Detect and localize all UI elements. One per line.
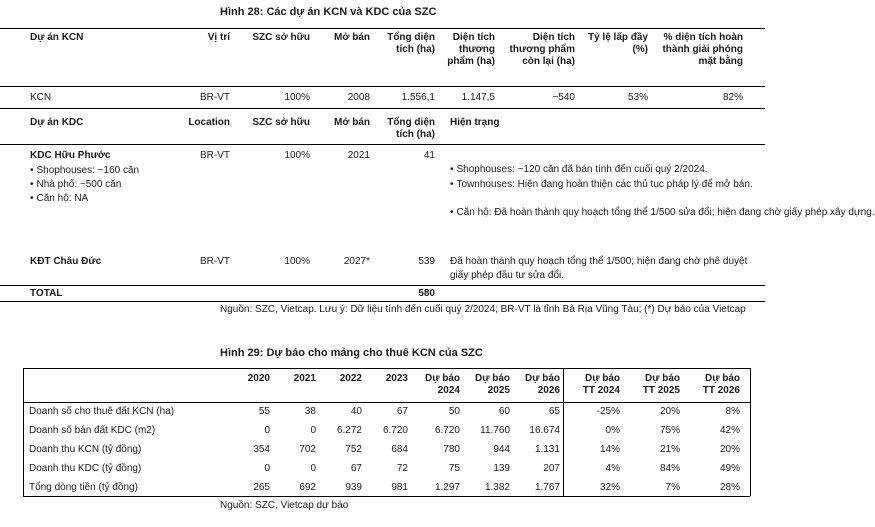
table-cell: BR-VT bbox=[200, 150, 230, 161]
table-cell: 16.674 bbox=[529, 425, 560, 436]
col-header: Dự án KDC bbox=[30, 117, 84, 128]
table-cell: BR-VT bbox=[200, 256, 230, 267]
col-header: Dự báo 2025 bbox=[474, 373, 510, 396]
table-cell: 2008 bbox=[347, 92, 370, 103]
col-header: Dự báo TT 2024 bbox=[582, 373, 620, 396]
table-border bbox=[750, 368, 751, 496]
col-header: Mở bán bbox=[334, 117, 370, 128]
table-cell: 2027* bbox=[343, 256, 370, 267]
table-cell: 752 bbox=[345, 444, 362, 455]
table-cell: 944 bbox=[493, 444, 510, 455]
table-cell: 82% bbox=[722, 92, 743, 103]
divider bbox=[0, 301, 765, 302]
table-cell: 1.382 bbox=[484, 482, 510, 493]
col-header: Dự báo 2024 bbox=[424, 373, 460, 396]
table-cell: 0 bbox=[310, 463, 316, 474]
table-cell: 6.720 bbox=[434, 425, 460, 436]
table-cell: 50 bbox=[448, 406, 460, 417]
col-header: % diện tích hoàn thành giải phóng mặt bằng bbox=[662, 32, 743, 67]
col-header: Vị trí bbox=[207, 32, 230, 43]
table-cell: 0% bbox=[605, 425, 620, 436]
col-header: 2020 bbox=[247, 373, 270, 384]
table-cell: 41 bbox=[423, 150, 435, 161]
table-cell: -25% bbox=[596, 406, 620, 417]
list-item: • Townhouses: Hiện đang hoàn thiện các thủ tục pháp lý để mở bán. bbox=[450, 178, 750, 191]
row-label: Tổng dòng tiền (tỷ đồng) bbox=[29, 482, 138, 493]
table-cell: 65 bbox=[548, 406, 560, 417]
table-cell: 1.147,5 bbox=[461, 92, 495, 103]
table-cell: 11.760 bbox=[480, 425, 510, 436]
row-label: Doanh thu KDC (tỷ đồng) bbox=[29, 463, 142, 474]
table-cell: 42% bbox=[719, 425, 740, 436]
figure-28-source: Nguồn: SZC, Vietcap. Lưu ý: Dữ liệu tính đến cuối quý 2/2024; BR-VT là tỉnh Bà Rịa Vũng Tàu; (*) Dự báo của Vietcap bbox=[220, 304, 746, 315]
divider bbox=[0, 28, 765, 29]
col-header: Dự báo TT 2026 bbox=[702, 373, 740, 396]
table-cell: KCN bbox=[30, 92, 52, 103]
table-cell: 780 bbox=[443, 444, 460, 455]
table-cell: 53% bbox=[627, 92, 648, 103]
project-name: KĐT Châu Đức bbox=[30, 256, 102, 267]
col-header: Tổng diện tích (ha) bbox=[387, 32, 435, 55]
col-header: 2021 bbox=[293, 373, 316, 384]
table-cell: 4% bbox=[605, 463, 620, 474]
table-cell: 72 bbox=[396, 463, 408, 474]
table-cell: 0 bbox=[264, 463, 270, 474]
col-header: Tỷ lệ lấp đầy (%) bbox=[587, 32, 648, 55]
divider bbox=[0, 144, 765, 145]
divider bbox=[0, 285, 765, 286]
table-cell: 0 bbox=[264, 425, 270, 436]
figure-28-title: Hình 28: Các dự án KCN và KDC của SZC bbox=[220, 6, 437, 18]
table-cell: BR-VT bbox=[200, 92, 230, 103]
table-cell: 55 bbox=[258, 406, 270, 417]
divider bbox=[23, 496, 750, 497]
table-cell: 692 bbox=[299, 482, 316, 493]
table-cell: 8% bbox=[725, 406, 740, 417]
divider bbox=[0, 86, 765, 87]
table-cell: 6.720 bbox=[382, 425, 408, 436]
table-cell: 49% bbox=[719, 463, 740, 474]
project-name: KDC Hữu Phước bbox=[30, 150, 111, 161]
table-cell: 354 bbox=[253, 444, 270, 455]
table-cell: 539 bbox=[418, 256, 435, 267]
list-item: • Căn hộ: Đã hoàn thành quy hoạch tổng thể 1/500 sửa đổi; hiện đang chờ giấy phép xây dựng. bbox=[450, 206, 750, 219]
col-header: 2022 bbox=[339, 373, 362, 384]
table-cell: 32% bbox=[599, 482, 620, 493]
col-header: SZC sở hữu bbox=[252, 32, 310, 43]
list-item: • Shophouses: ~160 căn bbox=[30, 164, 139, 177]
col-header: Location bbox=[188, 117, 230, 128]
table-cell: 684 bbox=[391, 444, 408, 455]
table-cell: 139 bbox=[493, 463, 510, 474]
col-header: Mở bán bbox=[334, 32, 370, 43]
list-item: • Nhà phố: ~500 căn bbox=[30, 178, 121, 191]
table-cell: ~540 bbox=[552, 92, 575, 103]
table-cell: 40 bbox=[350, 406, 362, 417]
divider bbox=[0, 108, 765, 109]
total-label: TOTAL bbox=[30, 288, 63, 299]
table-cell: 0 bbox=[310, 425, 316, 436]
table-cell: 100% bbox=[284, 150, 310, 161]
table-cell: 1.297 bbox=[434, 482, 460, 493]
row-label: Doanh số bán đất KDC (m2) bbox=[29, 425, 156, 436]
table-cell: 2021 bbox=[347, 150, 370, 161]
col-header: SZC sở hữu bbox=[252, 117, 310, 128]
table-cell: 265 bbox=[253, 482, 270, 493]
divider bbox=[23, 402, 750, 403]
table-cell: 702 bbox=[299, 444, 316, 455]
table-cell: 939 bbox=[345, 482, 362, 493]
total-value: 580 bbox=[418, 288, 435, 299]
table-cell: 20% bbox=[719, 444, 740, 455]
table-cell: 100% bbox=[284, 256, 310, 267]
list-item: • Căn hộ: NA bbox=[30, 192, 88, 205]
row-label: Doanh thu KCN (tỷ đồng) bbox=[29, 444, 142, 455]
table-cell: 14% bbox=[599, 444, 620, 455]
row-label: Doanh số cho thuê đất KCN (ha) bbox=[29, 406, 175, 417]
table-cell: 28% bbox=[719, 482, 740, 493]
list-item: • Shophouses: ~120 căn đã bán tính đến cuối quý 2/2024. bbox=[450, 163, 708, 176]
table-cell: 75 bbox=[448, 463, 460, 474]
table-cell: 84% bbox=[659, 463, 680, 474]
divider bbox=[23, 368, 750, 369]
table-cell: 21% bbox=[659, 444, 680, 455]
table-cell: 38 bbox=[304, 406, 316, 417]
table-cell: 20% bbox=[659, 406, 680, 417]
table-cell: 67 bbox=[350, 463, 362, 474]
table-border bbox=[563, 368, 564, 496]
figure-29-source: Nguồn: SZC, Vietcap dự báo bbox=[220, 500, 349, 511]
col-header: Dự án KCN bbox=[30, 32, 84, 43]
col-header: Diện tích thương phẩm (ha) bbox=[447, 32, 495, 67]
figure-29-title: Hình 29: Dự báo cho mảng cho thuê KCN của SZC bbox=[220, 347, 483, 359]
col-header: Dự báo 2026 bbox=[524, 373, 560, 396]
table-cell: 1.556,1 bbox=[401, 92, 435, 103]
table-cell: 75% bbox=[659, 425, 680, 436]
table-cell: 1.131 bbox=[534, 444, 560, 455]
table-cell: 100% bbox=[284, 92, 310, 103]
table-cell: 6.272 bbox=[336, 425, 362, 436]
table-cell: 207 bbox=[543, 463, 560, 474]
col-header: 2023 bbox=[385, 373, 408, 384]
table-cell: 981 bbox=[391, 482, 408, 493]
table-cell: 67 bbox=[396, 406, 408, 417]
table-border bbox=[23, 368, 24, 496]
table-cell: 7% bbox=[665, 482, 680, 493]
status-text: Đã hoàn thành quy hoạch tổng thể 1/500; hiện đang chờ phê duyệt giấy phép đầu tư sửa đổi. bbox=[450, 256, 748, 281]
col-header: Hiện trạng bbox=[450, 117, 500, 128]
col-header: Diện tích thương phẩm còn lại (ha) bbox=[509, 32, 575, 67]
table-cell: 1.767 bbox=[534, 482, 560, 493]
col-header: Dự báo TT 2025 bbox=[642, 373, 680, 396]
table-cell: 60 bbox=[498, 406, 510, 417]
col-header: Tổng diện tích (ha) bbox=[387, 117, 435, 140]
